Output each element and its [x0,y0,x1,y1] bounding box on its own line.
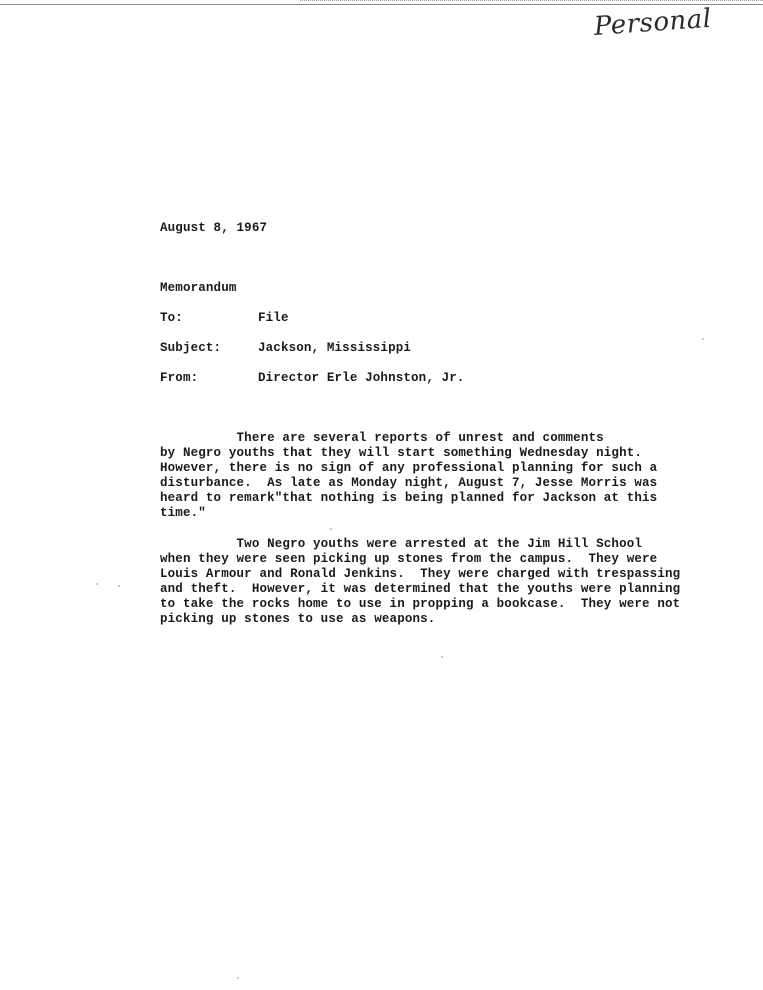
memo-type-label: Memorandum [160,281,237,295]
subject-value: Jackson, Mississippi [258,341,412,355]
paragraph-line: picking up stones to use as weapons. [160,612,436,626]
scan-speck [330,528,332,530]
subject-label: Subject: [160,341,222,355]
paragraph-line: However, there is no sign of any professional planning for such a [160,461,658,475]
paragraph-line: There are several reports of unrest and comments [160,431,604,445]
scan-speck [702,338,704,340]
paragraph-line: to take the rocks home to use in propping a bookcase. They were not [160,597,681,611]
paragraph-line: when they were seen picking up stones from the campus. They were [160,552,658,566]
paragraph-line: heard to remark"that nothing is being planned for Jackson at this [160,491,658,505]
paragraph-line: Louis Armour and Ronald Jenkins. They were charged with trespassing [160,567,681,581]
page-top-edge [0,4,763,5]
from-value: Director Erle Johnston, Jr. [258,371,465,385]
scan-speck [118,585,120,587]
page-top-edge-marks [300,0,763,4]
scan-speck [237,977,239,979]
paragraph-line: and theft. However, it was determined that the youths were planning [160,582,681,596]
paragraph-line: Two Negro youths were arrested at the Jim Hill School [160,537,643,551]
paragraph-line: time." [160,506,206,520]
memo-date: August 8, 1967 [160,221,268,235]
to-value: File [258,311,289,325]
body-paragraph-1 [160,431,657,521]
to-label: To: [160,311,183,325]
paragraph-line: by Negro youths that they will start something Wednesday night. [160,446,643,460]
body-paragraph-2 [160,537,680,627]
paragraph-line: disturbance. As late as Monday night, August 7, Jesse Morris was [160,476,658,490]
scan-speck [96,583,98,585]
handwritten-annotation: Personal [593,3,713,42]
from-label: From: [160,371,199,385]
scan-speck [441,656,443,658]
